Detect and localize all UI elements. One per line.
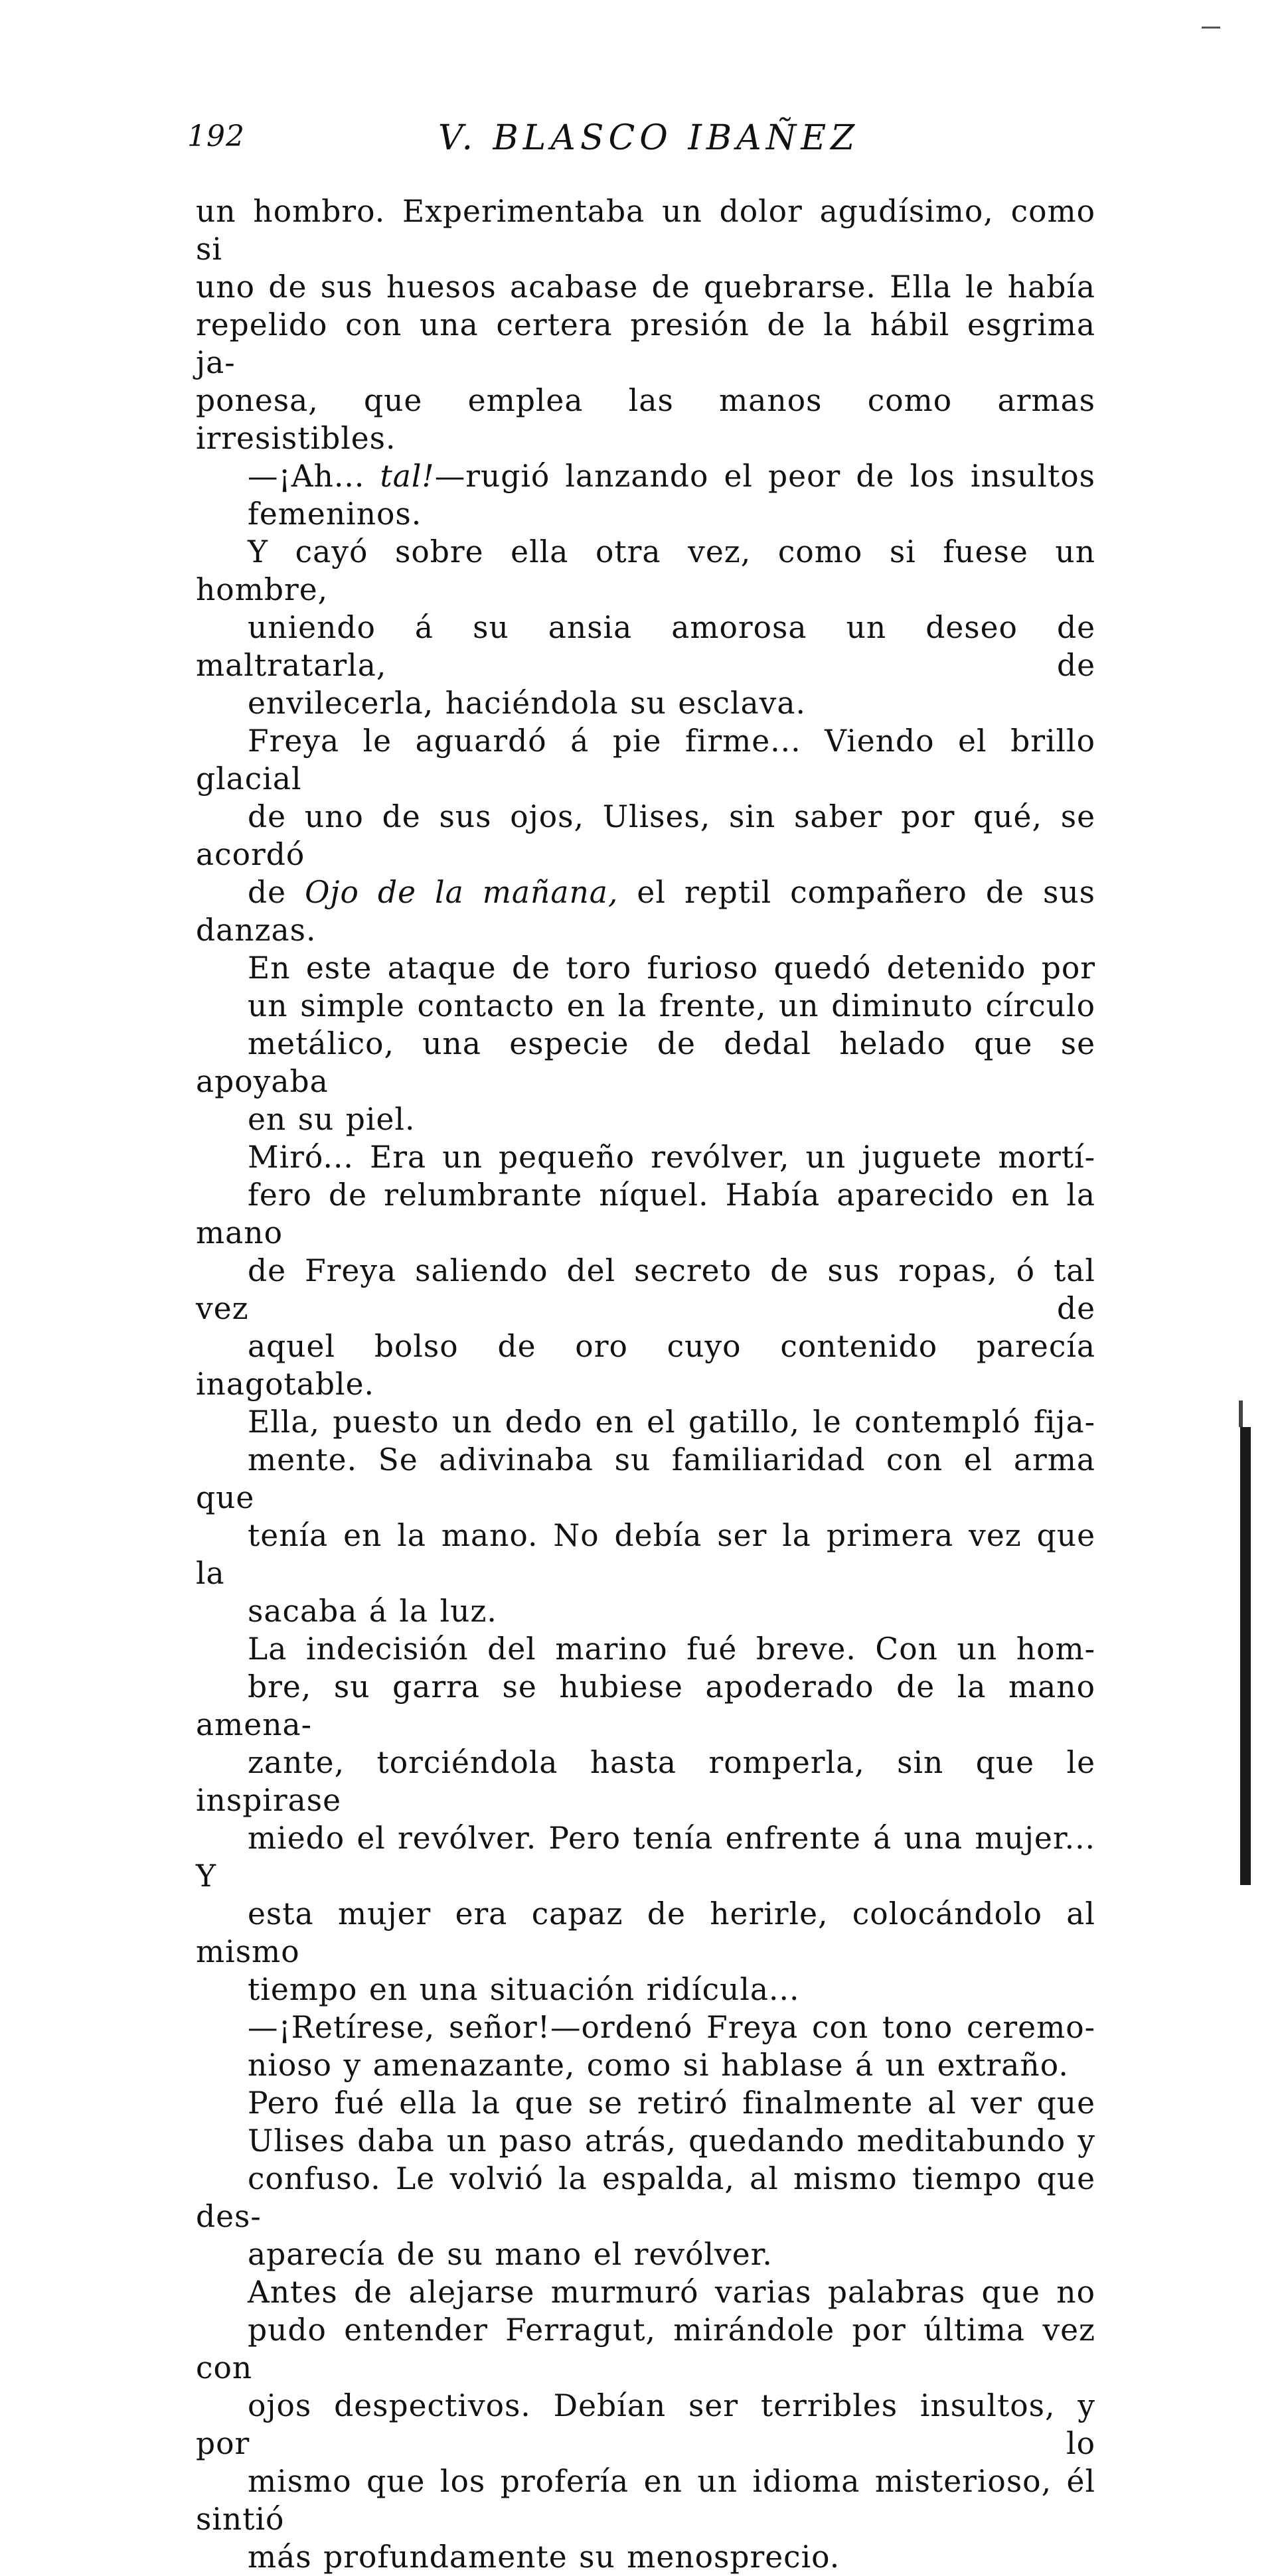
text-line: —¡Retírese, señor!—ordenó Freya con tono ceremo- xyxy=(248,2010,1095,2045)
paragraph xyxy=(196,533,1095,722)
text-line: nioso y amenazante, como si hablase á un extraño. xyxy=(248,2048,1069,2083)
text-line: de uno de sus ojos, Ulises, sin saber por qué, se acordó xyxy=(196,799,1095,872)
text-line: un hombro. Experimentaba un dolor agudísimo, como si xyxy=(196,194,1095,267)
text-line: zante, torciéndola hasta romperla, sin que le inspirase xyxy=(196,1745,1095,1818)
text-line: miedo el revólver. Pero tenía enfrente á una mujer... Y xyxy=(196,1821,1095,1894)
text-line: más profundamente su menosprecio. xyxy=(248,2539,840,2575)
paragraph xyxy=(196,949,1095,1138)
text-line: Ella, puesto un dedo en el gatillo, le contempló fija- xyxy=(248,1404,1095,1440)
running-head: V. BLASCO IBAÑEZ xyxy=(438,118,860,158)
paragraph xyxy=(196,1138,1095,1403)
text-fragment: —¡Ah... xyxy=(248,459,380,494)
page-edge-shadow xyxy=(1240,1427,1251,1885)
text-line: tiempo en una situación ridícula... xyxy=(248,1972,800,2007)
scan-mark xyxy=(1202,27,1220,29)
paragraph xyxy=(196,1403,1095,1630)
text-line: envilecerla, haciéndola su esclava. xyxy=(248,686,806,721)
italic-word: tal! xyxy=(380,459,435,494)
text-line: Pero fué ella la que se retiró finalmente al ver que xyxy=(248,2085,1095,2121)
text-line: esta mujer era capaz de herirle, colocándolo al mismo xyxy=(196,1896,1095,1969)
text-line: aquel bolso de oro cuyo contenido parecía inagotable. xyxy=(196,1329,1095,1402)
text-line: repelido con una certera presión de la hábil esgrima ja- xyxy=(196,307,1095,380)
text-line: fero de relumbrante níquel. Había aparecido en la mano xyxy=(196,1177,1095,1250)
text-line: Freya le aguardó á pie firme... Viendo el brillo glacial xyxy=(196,723,1095,796)
text-fragment: el reptil compañero de sus danzas. xyxy=(196,875,1095,948)
text-line: uniendo á su ansia amorosa un deseo de maltratarla, de xyxy=(196,610,1095,683)
text-line: Y cayó sobre ella otra vez, como si fuese un hombre, xyxy=(196,534,1095,607)
text-line xyxy=(196,457,1095,495)
text-fragment: de xyxy=(248,875,305,910)
text-line: femeninos. xyxy=(248,496,422,532)
text-fragment: —rugió lanzando el peor de los insultos xyxy=(434,459,1095,494)
text-line: uno de sus huesos acabase de quebrarse. Ella le había xyxy=(196,269,1095,305)
text-line: un simple contacto en la frente, un diminuto círculo xyxy=(248,988,1095,1023)
text-line: de Freya saliendo del secreto de sus ropas, ó tal vez de xyxy=(196,1253,1095,1326)
text-line: mismo que los profería en un idioma misterioso, él sintió xyxy=(196,2464,1095,2537)
paragraph xyxy=(196,457,1095,533)
text-line: En este ataque de toro furioso quedó detenido por xyxy=(248,950,1095,986)
paragraph xyxy=(196,192,1095,457)
text-line: en su piel. xyxy=(248,1102,416,1137)
text-line xyxy=(196,873,1095,949)
text-line: metálico, una especie de dedal helado que se apoyaba xyxy=(196,1026,1095,1099)
paragraph xyxy=(196,2008,1095,2084)
paragraph xyxy=(196,1630,1095,2008)
text-line: ojos despectivos. Debían ser terribles insultos, y por lo xyxy=(196,2388,1095,2461)
text-line: pudo entender Ferragut, mirándole por última vez con xyxy=(196,2312,1095,2386)
text-line: mente. Se adivinaba su familiaridad con el arma que xyxy=(196,1442,1095,1515)
page-number: 192 xyxy=(187,119,245,153)
text-line: ponesa, que emplea las manos como armas irresistibles. xyxy=(196,383,1095,456)
text-line: Ulises daba un paso atrás, quedando meditabundo y xyxy=(248,2123,1095,2159)
body-text xyxy=(196,192,1095,2576)
text-line: La indecisión del marino fué breve. Con un hom- xyxy=(248,1631,1095,1667)
text-line: Antes de alejarse murmuró varias palabras que no xyxy=(248,2275,1095,2310)
page-edge-shadow xyxy=(1239,1401,1243,1427)
paragraph xyxy=(196,2084,1095,2273)
text-line: Miró... Era un pequeño revólver, un juguete mortí- xyxy=(248,1140,1095,1175)
text-line: confuso. Le volvió la espalda, al mismo tiempo que des- xyxy=(196,2161,1095,2234)
text-line: aparecía de su mano el revólver. xyxy=(248,2237,773,2272)
paragraph xyxy=(196,722,1095,949)
italic-title: Ojo de la mañana, xyxy=(305,875,619,910)
text-line: sacaba á la luz. xyxy=(248,1594,497,1629)
paragraph xyxy=(196,2273,1095,2576)
text-line: tenía en la mano. No debía ser la primera vez que la xyxy=(196,1518,1095,1591)
text-line: bre, su garra se hubiese apoderado de la mano amena- xyxy=(196,1669,1095,1742)
